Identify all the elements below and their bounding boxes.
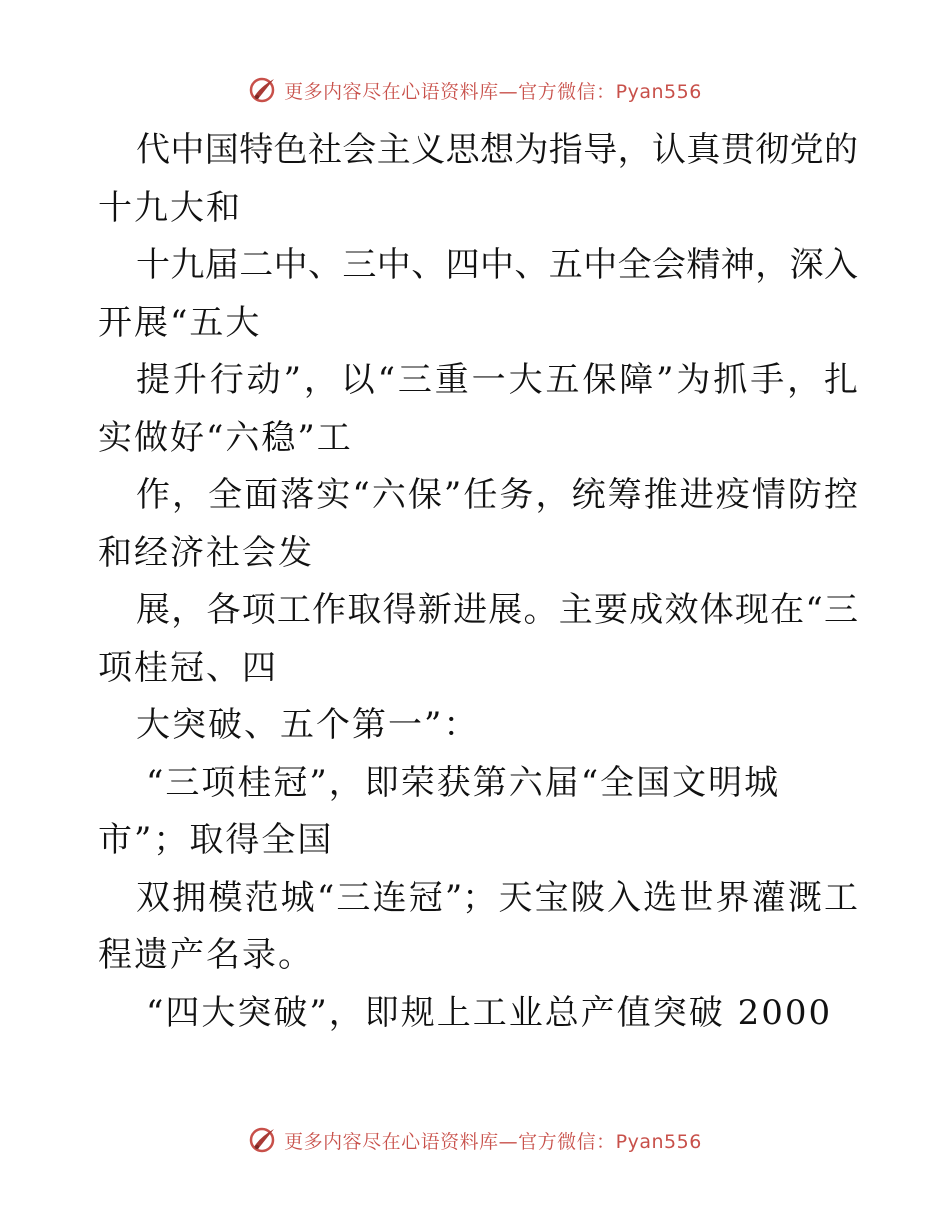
body-line-9: 展，各项工作取得新进展。主要成效体现在“三 — [136, 590, 858, 630]
body-line-11: 大突破、五个第一”： — [136, 705, 480, 745]
body-line-16: “四大突破”，即规上工业总产值突破 2000 — [146, 992, 833, 1033]
footer-watermark — [0, 1124, 950, 1156]
footer-watermark-text: 更多内容尽在心语资料库—官方微信：Pyan556 — [284, 1130, 702, 1153]
body-line-4: 开展“五大 — [98, 302, 262, 343]
document-body — [98, 122, 858, 1042]
body-line-3: 十九届二中、三中、四中、五中全会精神，深入 — [136, 245, 858, 285]
brush-pen-logo-icon — [248, 75, 278, 105]
body-line-14: 双拥模范城“三连冠”；天宝陂入选世界灌溉工 — [136, 877, 858, 918]
body-line-15: 程遗产名录。 — [98, 935, 314, 975]
header-watermark-text: 更多内容尽在心语资料库—官方微信：Pyan556 — [284, 80, 702, 103]
body-line-13: 市”；取得全国 — [98, 820, 334, 860]
header-watermark — [0, 74, 950, 106]
body-line-5: 提升行动”，以“三重一大五保障”为抓手，扎 — [136, 360, 858, 400]
body-line-2: 十九大和 — [98, 187, 242, 228]
body-line-6: 实做好“六稳”工 — [98, 417, 353, 458]
body-line-1: 代中国特色社会主义思想为指导，认真贯彻党的 — [136, 130, 858, 170]
body-line-10: 项桂冠、四 — [98, 647, 278, 688]
body-line-8: 和经济社会发 — [98, 532, 314, 573]
brush-pen-logo-icon — [248, 1125, 278, 1155]
body-line-7: 作，全面落实“六保”任务，统筹推进疫情防控 — [136, 475, 858, 515]
body-line-12: “三项桂冠”，即荣获第六届“全国文明城 — [146, 762, 781, 803]
